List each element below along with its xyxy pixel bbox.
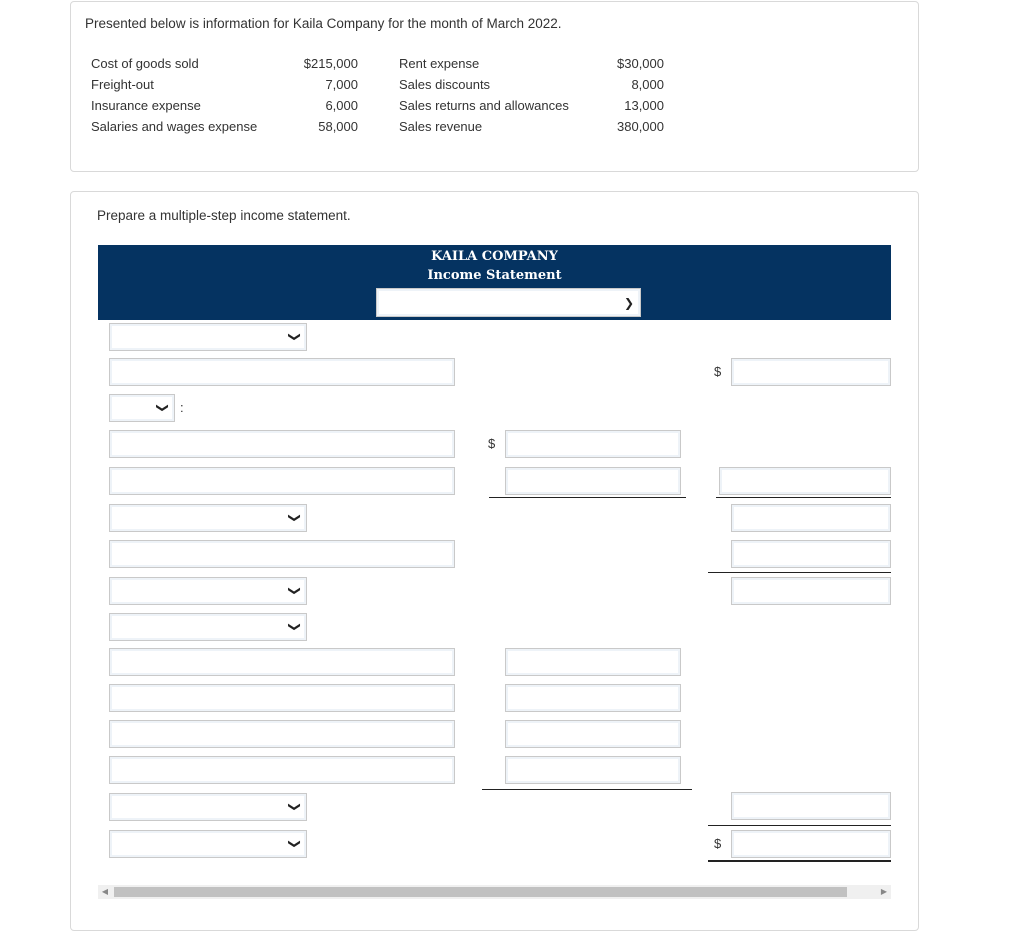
chevron-down-icon: ❯	[287, 331, 302, 342]
subtotal-rule	[489, 497, 686, 498]
line-select-15[interactable]	[109, 830, 307, 858]
line-label-input-13[interactable]	[109, 756, 455, 784]
info-label-sales-revenue: Sales revenue	[399, 119, 483, 134]
subtotal-rule	[482, 789, 692, 790]
amount-input-col2-row5[interactable]	[505, 467, 681, 495]
company-name: KAILA COMPANY	[431, 249, 558, 264]
amount-input-col2-row11[interactable]	[505, 684, 681, 712]
line-label-input-12[interactable]	[109, 720, 455, 748]
amount-input-col3-row8[interactable]	[731, 577, 891, 605]
info-value-cogs: $215,000	[303, 56, 358, 71]
amount-input-col3-row6[interactable]	[731, 504, 891, 532]
info-label-sales-returns: Sales returns and allowances	[399, 98, 569, 113]
line-label-input-2[interactable]	[109, 358, 455, 386]
info-value-salaries: 58,000	[318, 119, 358, 134]
info-value-sales-returns: 13,000	[624, 98, 664, 113]
line-label-input-4[interactable]	[109, 430, 455, 458]
amount-input-col3-row7[interactable]	[731, 540, 891, 568]
horizontal-scrollbar[interactable]	[98, 885, 891, 899]
currency-symbol: $	[488, 436, 496, 451]
info-value-sales-revenue: 380,000	[617, 119, 664, 134]
statement-title: Income Statement	[427, 268, 562, 283]
amount-input-col3-row14[interactable]	[731, 792, 891, 820]
info-value-insurance: 6,000	[325, 98, 358, 113]
info-label-salaries: Salaries and wages expense	[91, 119, 258, 134]
period-select[interactable]	[376, 288, 641, 317]
amount-input-col2-row12[interactable]	[505, 720, 681, 748]
arrow-left-icon[interactable]: ◀	[101, 887, 109, 896]
line-select-14[interactable]	[109, 793, 307, 821]
line-label-input-5[interactable]	[109, 467, 455, 495]
line-select-8[interactable]	[109, 577, 307, 605]
line-select-1[interactable]	[109, 323, 307, 351]
currency-symbol: $	[714, 364, 722, 379]
currency-symbol: $	[714, 836, 722, 851]
info-label-insurance: Insurance expense	[91, 98, 201, 113]
info-label-freight-out: Freight-out	[91, 77, 154, 92]
amount-input-col3-row5[interactable]	[719, 467, 891, 495]
info-label-rent: Rent expense	[399, 56, 480, 71]
problem-intro: Presented below is information for Kaila Company for the month of March 2022.	[85, 16, 562, 31]
line-select-6[interactable]	[109, 504, 307, 532]
subtotal-rule	[708, 572, 891, 573]
amount-input-col3-row2[interactable]	[731, 358, 891, 386]
chevron-down-icon: ❯	[287, 585, 302, 596]
info-label-cogs: Cost of goods sold	[91, 56, 199, 71]
total-double-rule	[708, 860, 891, 862]
amount-input-col3-row15[interactable]	[731, 830, 891, 858]
line-label-input-7[interactable]	[109, 540, 455, 568]
line-label-input-10[interactable]	[109, 648, 455, 676]
amount-input-col2-row10[interactable]	[505, 648, 681, 676]
info-value-rent: $30,000	[617, 56, 664, 71]
info-value-freight-out: 7,000	[325, 77, 358, 92]
chevron-down-icon: ❯	[287, 512, 302, 523]
chevron-down-icon: ❯	[155, 402, 170, 413]
line-select-9[interactable]	[109, 613, 307, 641]
task-prompt: Prepare a multiple-step income statement.	[97, 208, 351, 223]
subtotal-rule	[716, 497, 891, 498]
subtotal-rule	[708, 825, 891, 826]
chevron-down-icon: ❯	[287, 801, 302, 812]
line-label-input-11[interactable]	[109, 684, 455, 712]
colon-separator: :	[180, 400, 184, 415]
info-value-sales-discounts: 8,000	[631, 77, 664, 92]
line-select-3[interactable]	[109, 394, 175, 422]
info-label-sales-discounts: Sales discounts	[399, 77, 491, 92]
amount-input-col2-row4[interactable]	[505, 430, 681, 458]
arrow-right-icon[interactable]: ▶	[880, 887, 888, 896]
chevron-down-icon: ❯	[623, 295, 634, 310]
amount-input-col2-row13[interactable]	[505, 756, 681, 784]
chevron-down-icon: ❯	[287, 621, 302, 632]
scrollbar-thumb[interactable]	[114, 887, 847, 897]
chevron-down-icon: ❯	[287, 838, 302, 849]
